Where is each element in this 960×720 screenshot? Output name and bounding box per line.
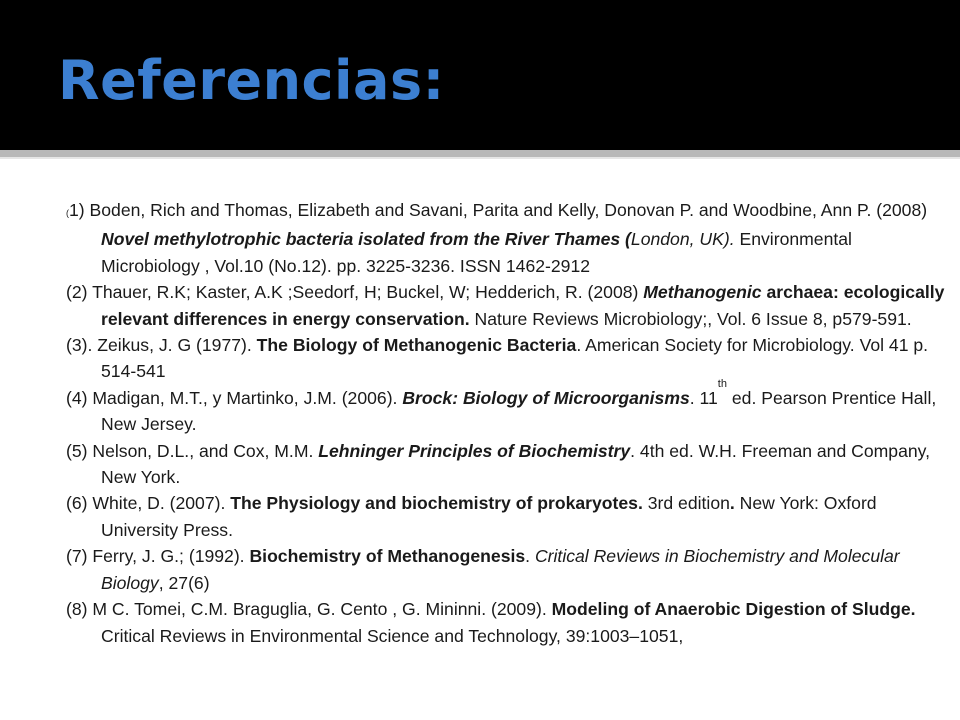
header-divider-highlight xyxy=(0,157,960,159)
reference-text: New York: Oxford University Press. xyxy=(101,493,877,540)
reference-text: (3). Zeikus, J. G (1977). xyxy=(66,335,257,356)
reference-title: Novel methylotrophic bacteria isolated from the River Thames ( xyxy=(101,229,631,250)
reference-item-8 xyxy=(66,596,946,649)
reference-text: . 11 xyxy=(689,387,718,408)
header-divider xyxy=(0,150,960,157)
reference-text: Nature Reviews Microbiology;, Vol. 6 Issue 8, p579-591. xyxy=(469,308,912,329)
reference-title: archaea: ecologically relevant differences in energy conservation. xyxy=(101,282,945,329)
reference-item-1 xyxy=(66,197,946,279)
reference-text: ( xyxy=(66,208,69,218)
title-bar xyxy=(0,0,960,150)
reference-item-7 xyxy=(66,543,946,596)
reference-item-5 xyxy=(66,438,946,491)
reference-item-3 xyxy=(66,332,946,385)
reference-title: The Biology of Methanogenic Bacteria xyxy=(256,335,577,356)
reference-item-2 xyxy=(66,279,946,332)
reference-text: (7) Ferry, J. G.; (1992). xyxy=(66,546,250,567)
reference-text: , 27(6) xyxy=(158,572,210,593)
reference-text: (5) Nelson, D.L., and Cox, M.M. xyxy=(66,440,319,461)
reference-text: (4) Madigan, M.T., y Martinko, J.M. (2006). xyxy=(66,387,403,408)
reference-title: Lehninger Principles of Biochemistry xyxy=(318,440,631,461)
reference-text: ed. Pearson Prentice Hall, New Jersey. xyxy=(101,387,937,435)
reference-text: Critical Reviews in Environmental Science and Technology, 39:1003–1051, xyxy=(101,625,684,646)
reference-text: . xyxy=(525,546,535,567)
reference-text: 3rd edition xyxy=(642,493,730,514)
reference-text: . 4th ed. W.H. Freeman and Company, New York. xyxy=(101,440,931,488)
reference-list xyxy=(66,197,946,649)
superscript: th xyxy=(717,377,727,390)
reference-title: Brock: Biology of Microorganisms xyxy=(402,387,690,408)
reference-item-4 xyxy=(66,377,946,438)
reference-title: Methanogenic xyxy=(643,282,762,303)
reference-item-6 xyxy=(66,490,946,543)
reference-journal: Critical Reviews in Biochemistry and Molecular Biology xyxy=(101,546,900,593)
reference-title: The Physiology and biochemistry of prokaryotes. xyxy=(230,493,643,514)
reference-text: (8) M C. Tomei, C.M. Braguglia, G. Cento , G. Mininni. (2009). xyxy=(66,599,552,620)
reference-text: . American Society for Microbiology. Vol 41 p. 514-541 xyxy=(101,335,929,382)
reference-text: (6) White, D. (2007). xyxy=(66,493,231,514)
reference-text: 1) Boden, Rich and Thomas, Elizabeth and Savani, Parita and Kelly, Donovan P. and Woodbine, Ann P. (2008) xyxy=(69,200,928,220)
reference-title: Modeling of Anaerobic Digestion of Sludge. xyxy=(551,599,916,620)
reference-title: Biochemistry of Methanogenesis xyxy=(249,546,526,567)
reference-text: London, UK). xyxy=(630,229,735,250)
reference-text: Environmental Microbiology , Vol.10 (No.12). pp. 3225-3236. ISSN 1462-2912 xyxy=(101,229,852,276)
page-title: Referencias: xyxy=(58,49,445,112)
reference-text: (2) Thauer, R.K; Kaster, A.K ;Seedorf, H; Buckel, W; Hedderich, R. (2008) xyxy=(66,282,644,303)
reference-text: . xyxy=(729,493,735,514)
